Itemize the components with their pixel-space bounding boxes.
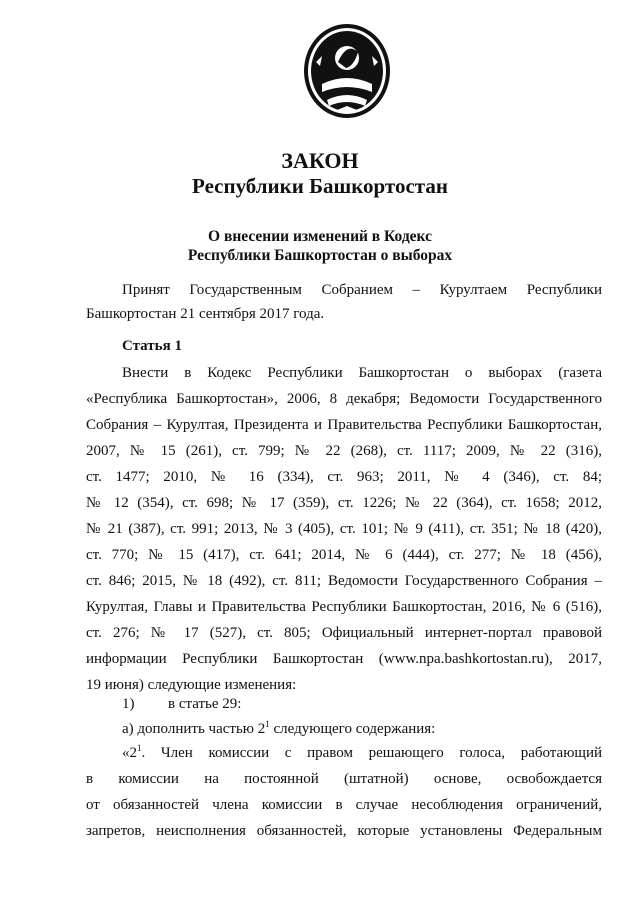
body-line: Собрания – Курултая, Президента и Правительства Республики Башкортостан, bbox=[86, 417, 602, 433]
body-line: № 12 (354), ст. 698; № 17 (359), ст. 1226; № 22 (364), ст. 1658; 2012, bbox=[86, 495, 602, 511]
quoted-amendment bbox=[86, 740, 602, 844]
list-subitem-a bbox=[122, 717, 435, 741]
body-line: Курултая, Главы и Правительства Республики Башкортостан, 2016, № 6 (516), bbox=[86, 599, 602, 615]
article-heading: Статья 1 bbox=[122, 338, 182, 354]
quote-line bbox=[86, 740, 602, 766]
subitem-prefix: а) дополнить частью 2 bbox=[122, 721, 266, 737]
quote-line: от обязанностей члена комиссии в случае несоблюдения ограничений, bbox=[86, 797, 602, 813]
document-subtitle-line1: О внесении изменений в Кодекс bbox=[208, 228, 432, 245]
list-item-number: 1) bbox=[122, 696, 135, 712]
body-line: 2007, № 15 (261), ст. 799; № 22 (268), ст. 1117; 2009, № 22 (316), bbox=[86, 443, 602, 459]
quote-superscript: 1 bbox=[137, 743, 142, 753]
document-title-region: Республики Башкортостан bbox=[192, 174, 448, 198]
body-line: «Республика Башкортостан», 2006, 8 декабря; Ведомости Государственного bbox=[86, 391, 602, 407]
adoption-statement bbox=[86, 278, 602, 326]
adoption-line1: Принят Государственным Собранием – Курултаем Республики bbox=[122, 282, 602, 298]
quote-first-text: . Член комиссии с правом решающего голоса, работающий bbox=[141, 745, 602, 761]
subitem-superscript: 1 bbox=[265, 719, 270, 729]
body-line: ст. 1477; 2010, № 16 (334), ст. 963; 2011, № 4 (346), ст. 84; bbox=[86, 469, 602, 485]
quote-line: запретов, неисполнения обязанностей, которые установлены Федеральным bbox=[86, 823, 602, 839]
body-line: ст. 846; 2015, № 18 (492), ст. 811; Ведомости Государственного Собрания – bbox=[86, 573, 602, 589]
document-subtitle-line2: Республики Башкортостан о выборах bbox=[187, 247, 453, 264]
quote-line: в комиссии на постоянной (штатной) основе, освобождается bbox=[86, 771, 602, 787]
list-item-1 bbox=[122, 692, 241, 716]
body-line: информации Республики Башкортостан (www.npa.bashkortostan.ru), 2017, bbox=[86, 651, 602, 667]
body-line: ст. 770; № 15 (417), ст. 641; 2014, № 6 (444), ст. 277; № 18 (456), bbox=[86, 547, 602, 563]
quote-prefix: «2 bbox=[122, 745, 137, 761]
coat-of-arms-emblem bbox=[302, 22, 392, 120]
list-item-text: в статье 29: bbox=[168, 696, 242, 712]
body-line: 19 июня) следующие изменения: bbox=[86, 677, 297, 693]
body-line: ст. 276; № 17 (527), ст. 805; Официальный интернет-портал правовой bbox=[86, 625, 602, 641]
body-line: № 21 (387), ст. 991; 2013, № 3 (405), ст. 101; № 9 (411), ст. 351; № 18 (420), bbox=[86, 521, 602, 537]
article-body bbox=[86, 360, 602, 698]
body-line: Внести в Кодекс Республики Башкортостан о выборах (газета bbox=[122, 365, 602, 381]
subitem-suffix: следующего содержания: bbox=[269, 721, 436, 737]
document-title: ЗАКОН bbox=[281, 148, 359, 173]
adoption-line2: Башкортостан 21 сентября 2017 года. bbox=[86, 306, 325, 322]
